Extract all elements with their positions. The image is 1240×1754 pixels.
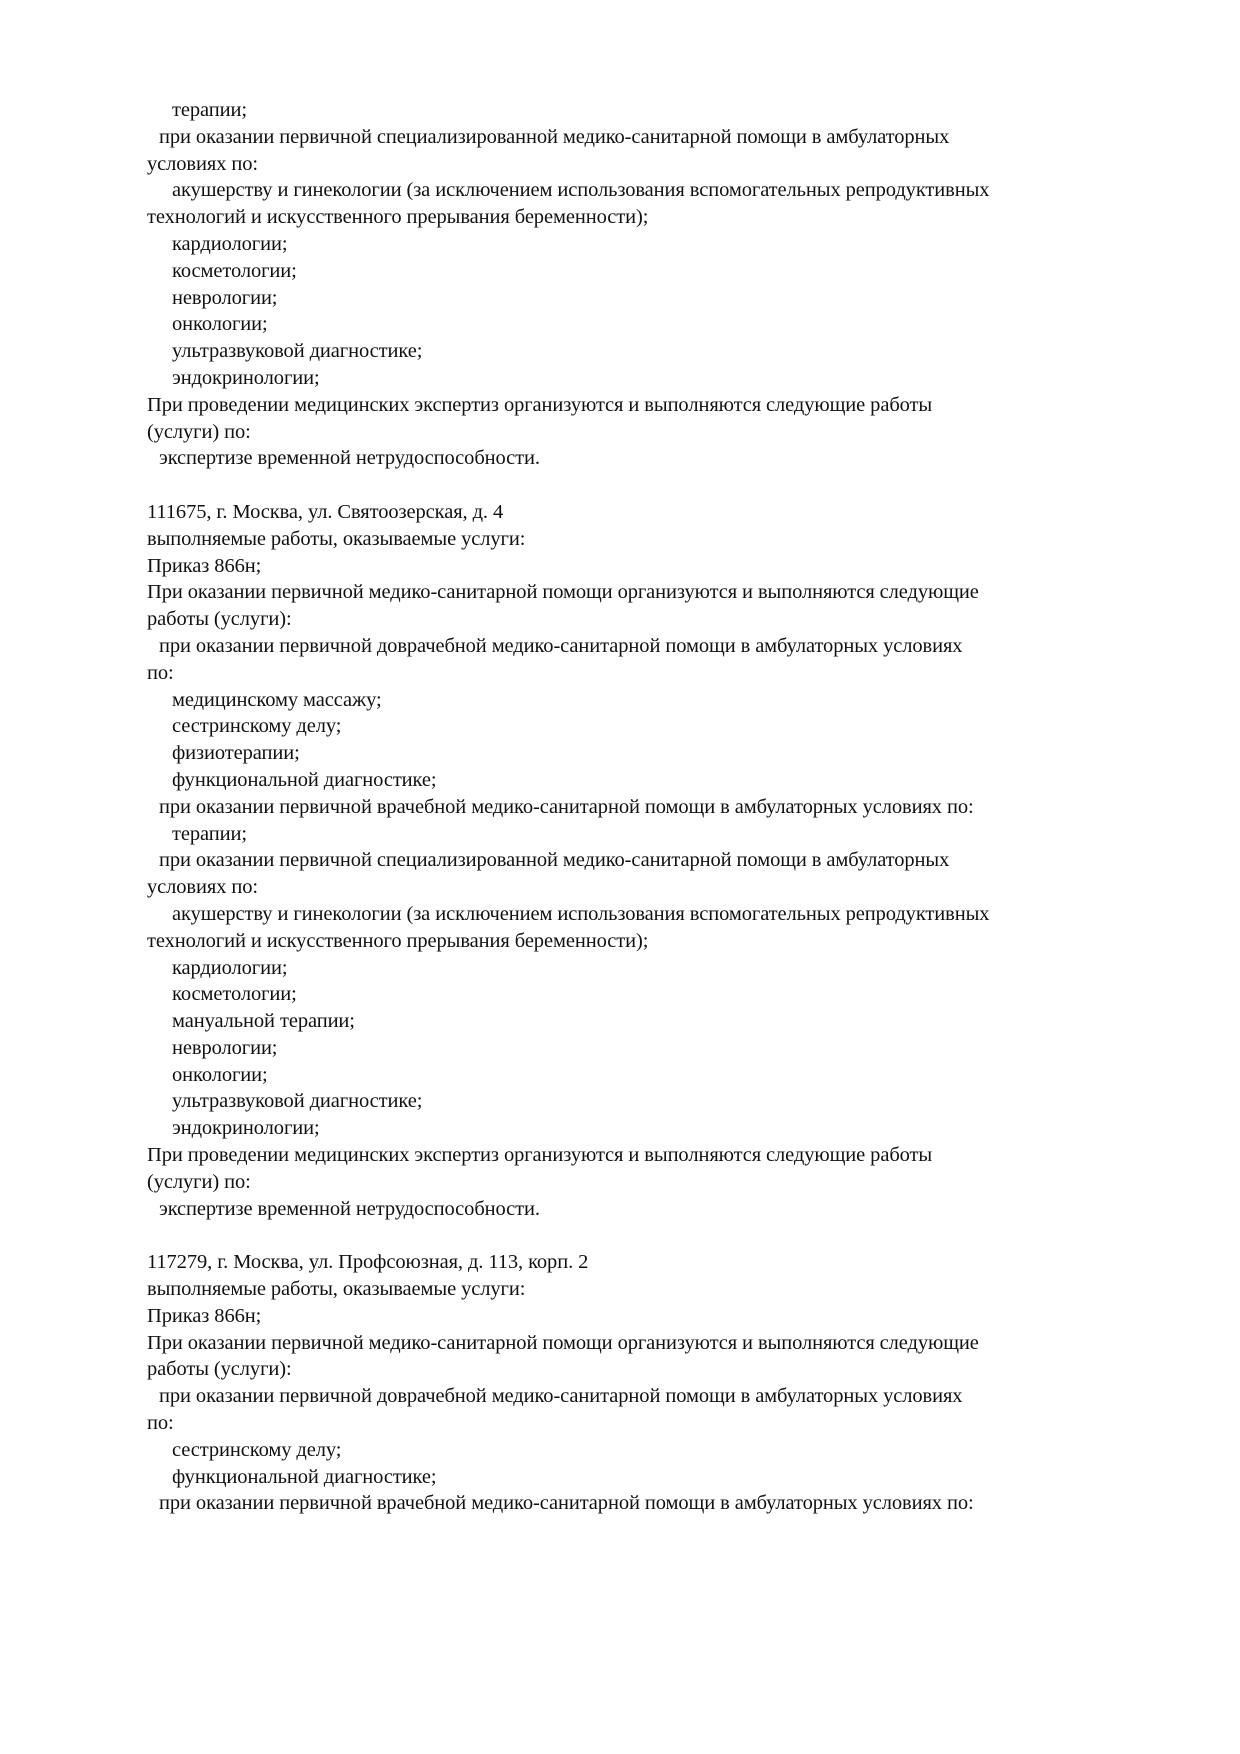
list-item: акушерству и гинекологии (за исключением использования вспомогательных репродуктивных xyxy=(172,179,990,202)
list-item: терапии; xyxy=(172,822,247,845)
list-item: эндокринологии; xyxy=(172,366,320,389)
order-reference: Приказ 866н; xyxy=(147,554,262,577)
paragraph: При проведении медицинских экспертиз организуются и выполняются следующие работы xyxy=(147,393,933,416)
text-line: выполняемые работы, оказываемые услуги: xyxy=(147,1278,526,1301)
list-item: сестринскому делу; xyxy=(172,715,342,738)
list-item: функциональной диагностике; xyxy=(172,768,437,791)
list-item: неврологии; xyxy=(172,286,278,309)
section-heading: при оказании первичной доврачебной медико-санитарной помощи в амбулаторных условиях xyxy=(159,1385,963,1408)
section-heading: при оказании первичной специализированной медико-санитарной помощи в амбулаторных xyxy=(159,849,950,872)
text-line: (услуги) по: xyxy=(147,420,251,443)
section-heading: при оказании первичной специализированной медико-санитарной помощи в амбулаторных xyxy=(159,125,950,148)
list-item: онкологии; xyxy=(172,313,268,336)
continuation-block xyxy=(147,97,1147,472)
list-item: медицинскому массажу; xyxy=(172,688,382,711)
text-line: выполняемые работы, оказываемые услуги: xyxy=(147,527,526,550)
text-line: по: xyxy=(147,1412,174,1435)
list-item: экспертизе временной нетрудоспособности. xyxy=(159,1197,540,1220)
list-item: акушерству и гинекологии (за исключением использования вспомогательных репродуктивных xyxy=(172,902,990,925)
document-page xyxy=(147,97,1147,1517)
spacer xyxy=(147,1222,1147,1249)
list-item: косметологии; xyxy=(172,259,297,282)
section-heading: при оказании первичной доврачебной медико-санитарной помощи в амбулаторных условиях xyxy=(159,634,963,657)
text-line: (услуги) по: xyxy=(147,1170,251,1193)
list-item: экспертизе временной нетрудоспособности. xyxy=(159,447,540,470)
list-item: ультразвуковой диагностике; xyxy=(172,1090,423,1113)
text-line: работы (услуги): xyxy=(147,1358,292,1381)
paragraph: При оказании первичной медико-санитарной помощи организуются и выполняются следующие xyxy=(147,581,979,604)
list-item: онкологии; xyxy=(172,1063,268,1086)
text-line: работы (услуги): xyxy=(147,608,292,631)
list-item: эндокринологии; xyxy=(172,1117,320,1140)
address-heading: 117279, г. Москва, ул. Профсоюзная, д. 113, корп. 2 xyxy=(147,1251,589,1274)
paragraph: При оказании первичной медико-санитарной помощи организуются и выполняются следующие xyxy=(147,1331,979,1354)
list-item: мануальной терапии; xyxy=(172,1010,355,1033)
text-line: технологий и искусственного прерывания беременности); xyxy=(147,206,649,229)
list-item: физиотерапии; xyxy=(172,742,300,765)
order-reference: Приказ 866н; xyxy=(147,1304,262,1327)
section-heading: при оказании первичной врачебной медико-санитарной помощи в амбулаторных условиях по: xyxy=(159,1492,974,1515)
spacer xyxy=(147,472,1147,499)
list-item: кардиологии; xyxy=(172,232,288,255)
list-item: косметологии; xyxy=(172,983,297,1006)
section-heading: при оказании первичной врачебной медико-санитарной помощи в амбулаторных условиях по: xyxy=(159,795,974,818)
text-line: технологий и искусственного прерывания беременности); xyxy=(147,929,649,952)
list-item: ультразвуковой диагностике; xyxy=(172,340,423,363)
paragraph: При проведении медицинских экспертиз организуются и выполняются следующие работы xyxy=(147,1144,933,1167)
list-item: терапии; xyxy=(172,99,247,121)
text-line: по: xyxy=(147,661,174,684)
text-line: условиях по: xyxy=(147,876,258,899)
list-item: сестринскому делу; xyxy=(172,1438,342,1461)
list-item: функциональной диагностике; xyxy=(172,1465,437,1488)
list-item: кардиологии; xyxy=(172,956,288,979)
address-block xyxy=(147,1249,1147,1517)
address-block xyxy=(147,499,1147,1223)
text-line: условиях по: xyxy=(147,152,258,175)
address-heading: 111675, г. Москва, ул. Святоозерская, д. 4 xyxy=(147,500,504,523)
list-item: неврологии; xyxy=(172,1036,278,1059)
